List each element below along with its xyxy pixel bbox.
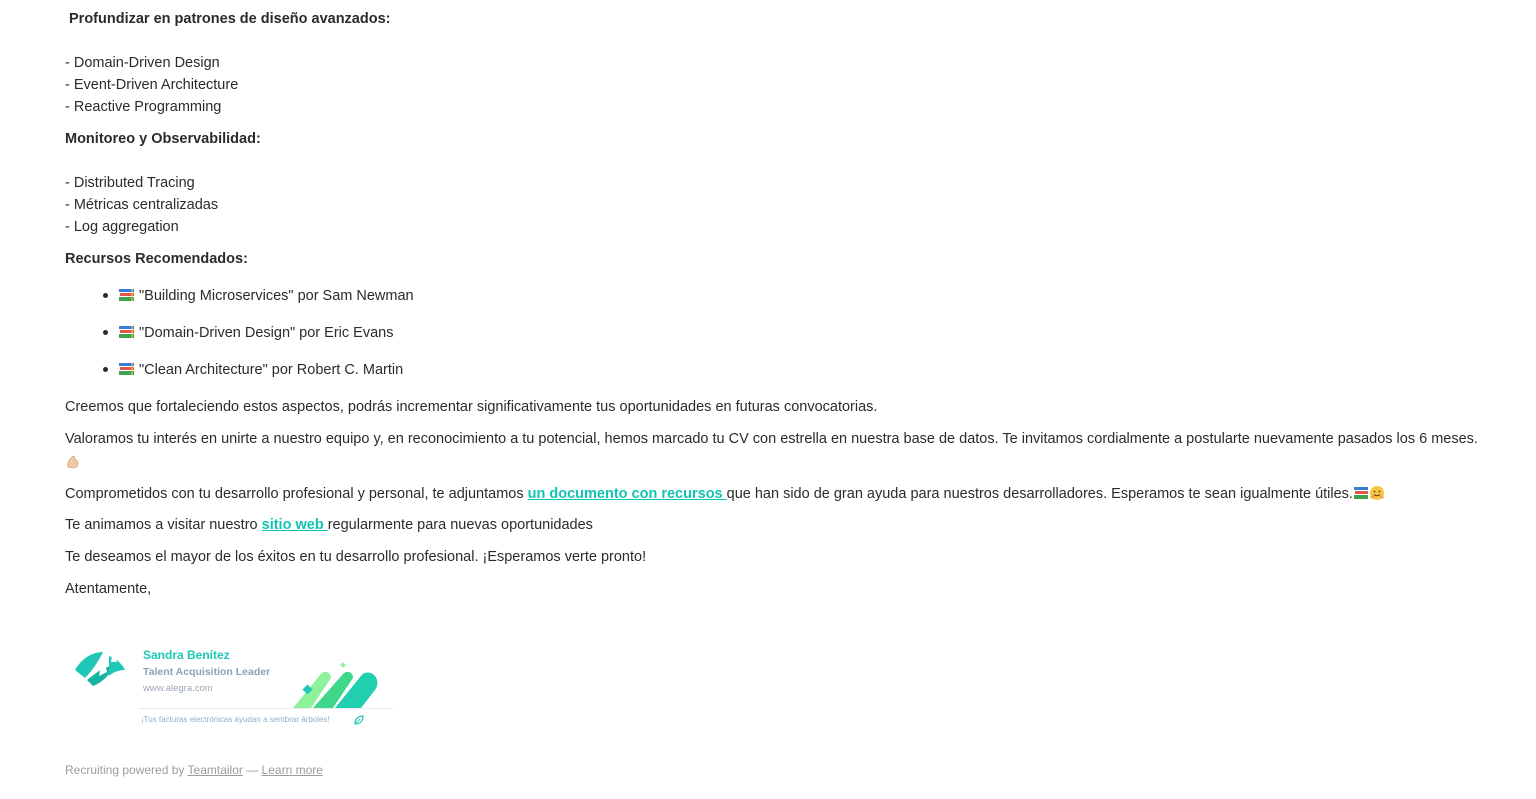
bullet-dot <box>103 330 108 335</box>
footer <box>65 763 323 777</box>
signature-role: Talent Acquisition Leader <box>143 666 271 678</box>
paragraph-text: Te animamos a visitar nuestro <box>65 517 262 533</box>
closing: Atentamente, <box>65 581 152 597</box>
section-heading-patterns: Profundizar en patrones de diseño avanzados: <box>69 11 391 27</box>
resource-item <box>103 325 393 341</box>
learn-more-link[interactable]: Learn more <box>261 763 323 777</box>
books-icon <box>118 288 135 302</box>
list-item: - Reactive Programming <box>65 99 222 115</box>
bullet-dot <box>103 367 108 372</box>
signature-divider <box>139 708 393 709</box>
list-item: - Log aggregation <box>65 219 179 235</box>
list-item: - Distributed Tracing <box>65 175 195 191</box>
resource-title: "Domain-Driven Design" por Eric Evans <box>139 325 394 341</box>
paragraph: Valoramos tu interés en unirte a nuestro equipo y, en reconocimiento a tu potencial, hemos marcado tu CV con estrella en nuestra base de datos. Te invitamos cordialmente a postularte nuevamente pasados los 6 meses. <box>65 431 1478 447</box>
resource-item <box>103 362 403 378</box>
flexed-biceps-icon <box>65 454 81 470</box>
books-icon <box>118 362 135 376</box>
paragraph-text: que han sido de gran ayuda para nuestros desarrolladores. Esperamos te sean igualmente útiles. <box>726 486 1353 502</box>
paragraph-text: regularmente para nuevas oportunidades <box>327 517 593 533</box>
email-signature <box>65 632 395 732</box>
list-item: - Event-Driven Architecture <box>65 77 239 93</box>
website-link[interactable]: sitio web <box>261 517 328 533</box>
signature-name: Sandra Benítez <box>143 648 230 662</box>
list-item: - Métricas centralizadas <box>65 197 219 213</box>
paragraph <box>65 517 593 533</box>
signature-website: www.alegra.com <box>143 683 213 694</box>
section-heading-resources: Recursos Recomendados: <box>65 251 248 267</box>
paragraph-emoji-line <box>65 454 81 471</box>
signature-decoration <box>285 660 385 710</box>
section-heading-monitoring: Monitoreo y Observabilidad: <box>65 131 261 147</box>
resources-document-link[interactable]: un documento con recursos <box>527 486 727 502</box>
footer-separator: — <box>242 763 262 777</box>
resource-item <box>103 288 414 304</box>
bullet-dot <box>103 293 108 298</box>
list-item: - Domain-Driven Design <box>65 55 220 71</box>
books-icon <box>118 325 135 339</box>
resource-title: "Building Microservices" por Sam Newman <box>139 288 414 304</box>
paragraph: Te deseamos el mayor de los éxitos en tu desarrollo profesional. ¡Esperamos verte pronto! <box>65 549 647 565</box>
signature-slogan: ¡Tus facturas electrónicas ayudan a sembrar árboles! <box>141 715 330 724</box>
alegra-logo-icon <box>73 648 129 688</box>
teamtailor-link[interactable]: Teamtailor <box>187 763 243 777</box>
leaf-icon <box>353 714 365 726</box>
hugging-face-icon <box>1369 485 1385 501</box>
resource-title: "Clean Architecture" por Robert C. Martin <box>139 362 404 378</box>
paragraph: Creemos que fortaleciendo estos aspectos, podrás incrementar significativamente tus oportunidades en futuras convocatorias. <box>65 399 878 415</box>
footer-prefix: Recruiting powered by <box>65 763 188 777</box>
paragraph <box>65 485 1385 502</box>
paragraph-text: Comprometidos con tu desarrollo profesional y personal, te adjuntamos <box>65 486 528 502</box>
books-icon <box>1353 485 1369 501</box>
